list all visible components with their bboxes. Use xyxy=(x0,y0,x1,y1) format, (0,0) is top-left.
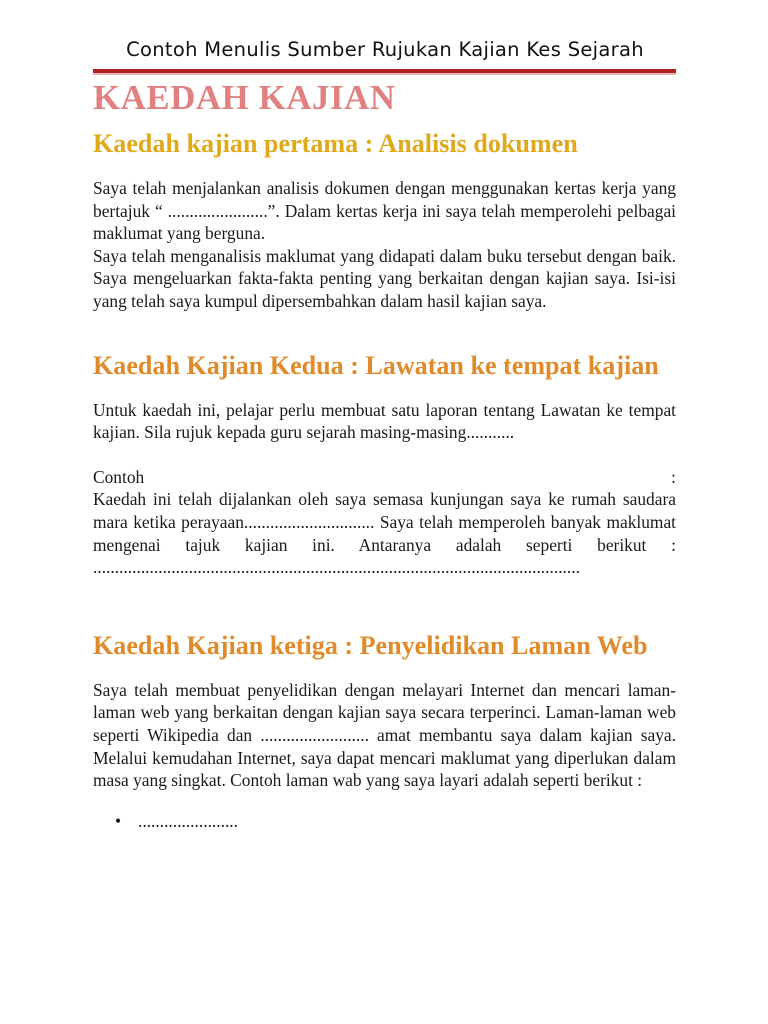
method2-paragraph-1: Untuk kaedah ini, pelajar perlu membuat satu laporan tentang Lawatan ke tempat kajian. Sila rujuk kepada guru sejarah masing-masing........... xyxy=(93,399,676,443)
example-colon: : xyxy=(671,466,676,487)
bullet-list xyxy=(93,810,676,833)
method2-heading: Kaedah Kajian Kedua : Lawatan ke tempat kajian xyxy=(93,350,659,380)
document-body xyxy=(93,78,676,832)
method3-paragraph-1: Saya telah membuat penyelidikan dengan melayari Internet dan mencari laman-laman web yang berkaitan dengan kajian saya secara terperinci. Laman-laman web seperti Wikipedia dan ......................... amat membantu saya dalam kajian saya. Melalui kemudahan Internet, saya dapat mencari maklumat yang diperlukan dalam masa yang singkat. Contoh laman wab yang saya layari adalah seperti berikut : xyxy=(93,679,676,791)
page-header-title: Contoh Menulis Sumber Rujukan Kajian Kes Sejarah xyxy=(126,38,644,61)
dots-line: ................................................................................................................ xyxy=(93,557,580,578)
bullet-dot: • xyxy=(115,810,122,831)
list-item-text: ....................... xyxy=(138,810,238,831)
section-title: KAEDAH KAJIAN xyxy=(93,78,396,117)
method2-paragraph-2: Kaedah ini telah dijalankan oleh saya semasa kunjungan saya ke rumah saudara mara ketika perayaan.............................. Saya telah memperoleh banyak maklumat mengenai tajuk kajian ini. Antaranya adalah seperti berikut : xyxy=(93,489,676,555)
example-line xyxy=(93,466,676,489)
example-label: Contoh xyxy=(93,466,145,487)
method1-paragraph-2: Saya telah menganalisis maklumat yang didapati dalam buku tersebut dengan baik. Saya mengeluarkan fakta-fakta penting yang berkaitan dengan kajian saya. Isi-isi yang telah saya kumpul dipersembahkan dalam hasil kajian saya. xyxy=(93,245,676,311)
header-rule-shadow xyxy=(93,73,676,75)
method1-paragraph-1: Saya telah menjalankan analisis dokumen dengan menggunakan kertas kerja yang bertajuk “ .......................”. Dalam kertas kerja ini saya telah memperolehi pelbagai maklumat yang berguna. xyxy=(93,178,676,244)
method1-heading: Kaedah kajian pertama : Analisis dokumen xyxy=(93,129,578,158)
method3-heading: Kaedah Kajian ketiga : Penyelidikan Laman Web xyxy=(93,630,648,660)
list-item xyxy=(93,810,676,833)
